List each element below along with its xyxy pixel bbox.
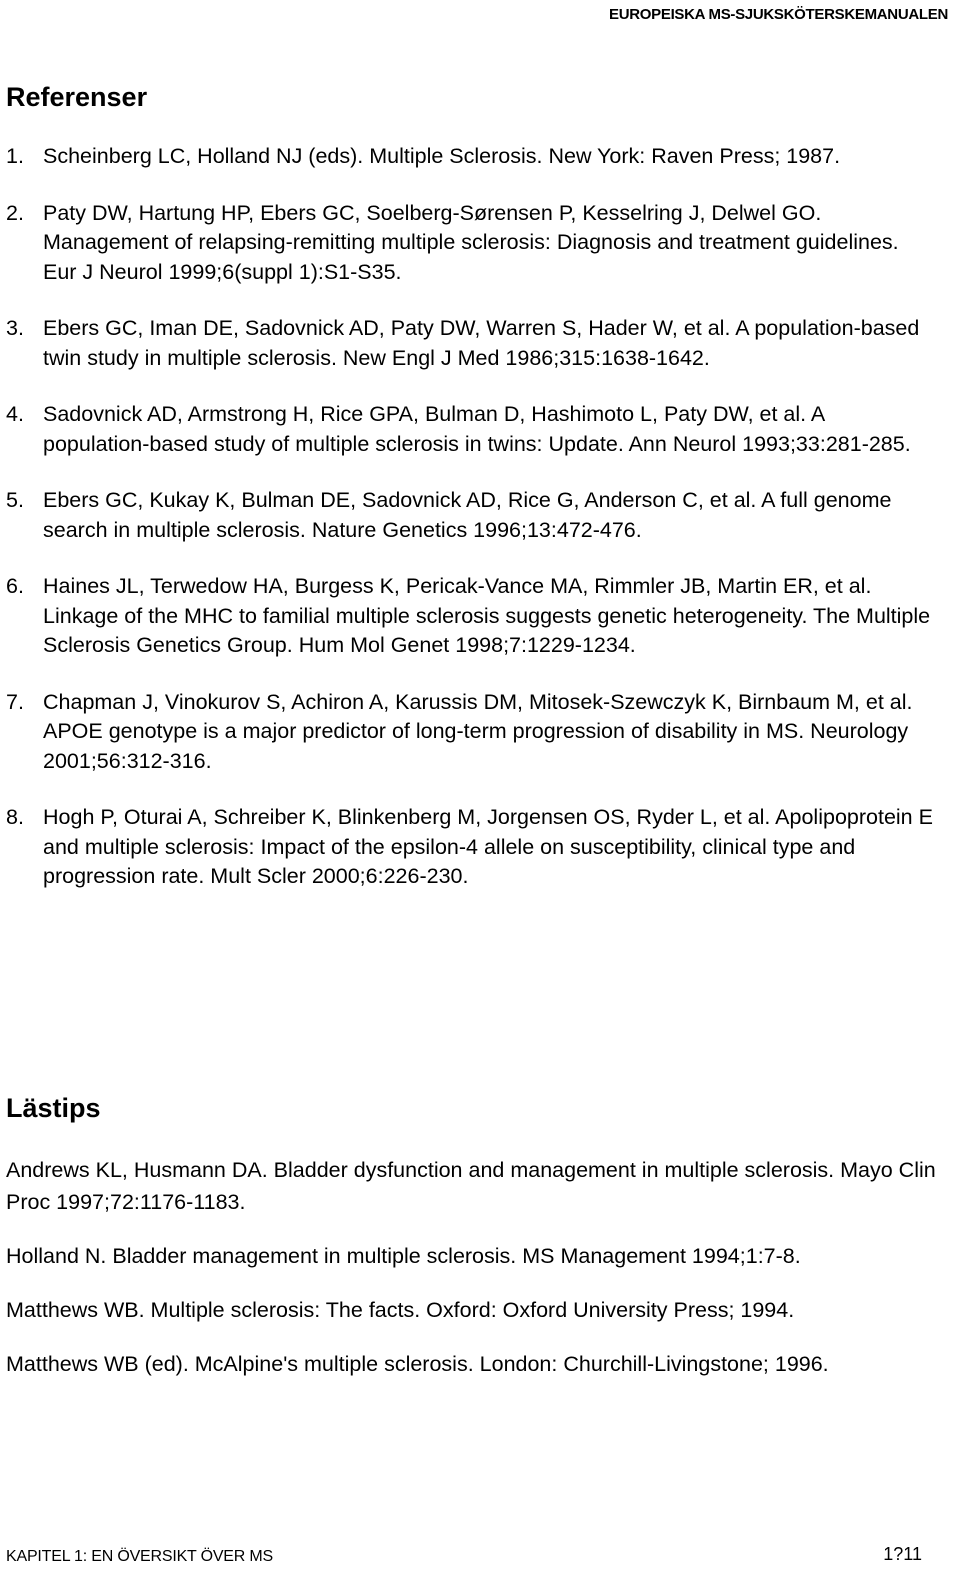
reference-item	[6, 199, 936, 288]
further-reading-list	[6, 1154, 936, 1402]
footer-chapter: KAPITEL 1: EN ÖVERSIKT ÖVER MS	[6, 1548, 273, 1565]
references-heading: Referenser	[6, 82, 148, 112]
further-reading-item: Andrews KL, Husmann DA. Bladder dysfunction and management in multiple sclerosis. Mayo Clin Proc 1997;72:1176-1183.	[6, 1158, 936, 1214]
reference-text: Ebers GC, Iman DE, Sadovnick AD, Paty DW, Warren S, Hader W, et al. A population-based twin study in multiple sclerosis. New Engl J Med 1986;315:1638-1642.	[43, 316, 920, 370]
reference-number: 3.	[6, 316, 24, 340]
reference-item	[6, 314, 936, 373]
further-reading-item: Holland N. Bladder management in multiple sclerosis. MS Management 1994;1:7-8.	[6, 1244, 801, 1268]
reference-number: 6.	[6, 574, 24, 598]
reference-text: Ebers GC, Kukay K, Bulman DE, Sadovnick AD, Rice G, Anderson C, et al. A full genome search in multiple sclerosis. Nature Genetics 1996;13:472-476.	[43, 488, 892, 542]
further-reading-heading: Lästips	[6, 1093, 101, 1123]
reference-number: 2.	[6, 200, 24, 225]
references-list	[6, 142, 936, 919]
reference-number: 8.	[6, 805, 24, 829]
further-reading-item: Matthews WB (ed). McAlpine's multiple sclerosis. London: Churchill-Livingstone; 1996.	[6, 1352, 829, 1376]
running-header: EUROPEISKA MS-SJUKSKÖTERSKEMANUALEN	[609, 6, 948, 23]
reference-text: Sadovnick AD, Armstrong H, Rice GPA, Bulman D, Hashimoto L, Paty DW, et al. A population-based study of multiple sclerosis in twins: Update. Ann Neurol 1993;33:281-285.	[43, 402, 911, 456]
page-number: 1?11	[883, 1544, 922, 1564]
reference-text: Scheinberg LC, Holland NJ (eds). Multiple Sclerosis. New York: Raven Press; 1987.	[43, 144, 841, 168]
reference-item	[6, 688, 936, 777]
reference-item	[6, 572, 936, 661]
further-reading-item: Matthews WB. Multiple sclerosis: The facts. Oxford: Oxford University Press; 1994.	[6, 1298, 795, 1322]
reference-number: 7.	[6, 689, 24, 714]
reference-item	[6, 486, 936, 545]
reference-text: Paty DW, Hartung HP, Ebers GC, Soelberg-Sørensen P, Kesselring J, Delwel GO. Management of relapsing-remitting multiple sclerosis: Diagnosis and treatment guidelines. Eur J Neurol 1999;6(suppl 1):S1-S35.	[43, 200, 899, 284]
reference-text: Hogh P, Oturai A, Schreiber K, Blinkenberg M, Jorgensen OS, Ryder L, et al. Apolipoprotein E and multiple sclerosis: Impact of the epsilon-4 allele on susceptibility, clinical type and progression rate. Mult Scler 2000;6:226-230.	[43, 805, 933, 888]
reference-text: Chapman J, Vinokurov S, Achiron A, Karussis DM, Mitosek-Szewczyk K, Birnbaum M, et al. APOE genotype is a major predictor of long-term progression of disability in MS. Neurology 2001;56:312-316.	[43, 689, 913, 773]
reference-text: Haines JL, Terwedow HA, Burgess K, Pericak-Vance MA, Rimmler JB, Martin ER, et al. Linkage of the MHC to familial multiple sclerosis suggests genetic heterogeneity. The Multiple Sclerosis Genetics Group. Hum Mol Genet 1998;7:1229-1234.	[43, 574, 931, 657]
reference-number: 1.	[6, 144, 24, 168]
reference-item	[6, 142, 936, 172]
reference-number: 4.	[6, 402, 24, 426]
reference-number: 5.	[6, 488, 24, 512]
reference-item	[6, 803, 936, 892]
reference-item	[6, 400, 936, 459]
